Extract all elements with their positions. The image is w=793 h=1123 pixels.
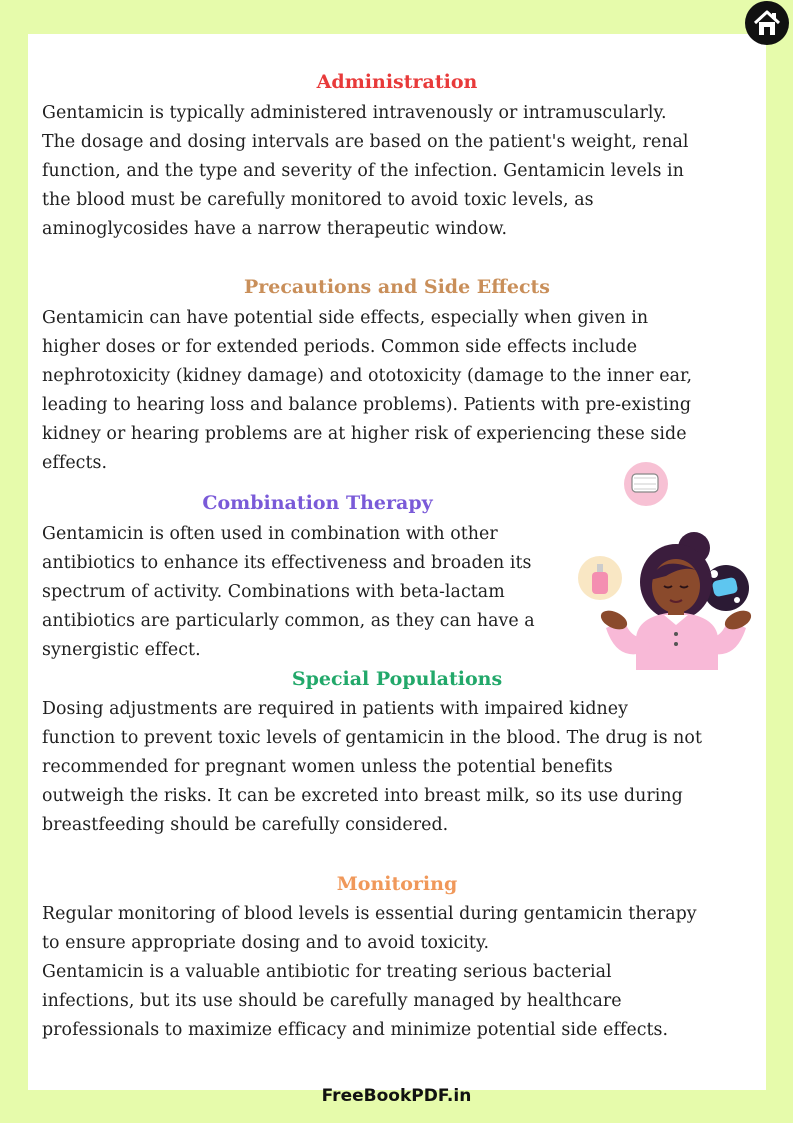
text-line: synergistic effect. <box>42 640 201 660</box>
text-line: nephrotoxicity (kidney damage) and ototoxicity (damage to the inner ear, <box>42 366 693 386</box>
text-line: effects. <box>42 453 108 473</box>
section-heading-administration: Administration <box>316 71 478 93</box>
text-line: to ensure appropriate dosing and to avoid toxicity. <box>42 933 490 953</box>
text-line: breastfeeding should be carefully considered. <box>42 815 449 835</box>
section-heading-special-populations: Special Populations <box>291 668 503 690</box>
text-line: antibiotics to enhance its effectiveness and broaden its <box>42 553 532 573</box>
text-line: kidney or hearing problems are at higher risk of experiencing these side <box>42 424 687 444</box>
footer-brand[interactable]: FreeBookPDF.in <box>321 1086 472 1106</box>
text-line: function, and the type and severity of the infection. Gentamicin levels in <box>42 161 684 181</box>
text-line: Gentamicin is typically administered intravenously or intramuscularly. <box>42 103 667 123</box>
text-line: leading to hearing loss and balance problems). Patients with pre-existing <box>42 395 692 415</box>
section-body-special-populations <box>42 695 760 840</box>
home-button[interactable] <box>745 1 789 45</box>
text-line: infections, but its use should be carefully managed by healthcare <box>42 991 622 1011</box>
text-line: recommended for pregnant women unless the potential benefits <box>42 757 613 777</box>
text-line: aminoglycosides have a narrow therapeutic window. <box>42 219 508 239</box>
section-body-precautions <box>42 304 760 478</box>
text-line: The dosage and dosing intervals are based on the patient's weight, renal <box>42 132 689 152</box>
text-line: higher doses or for extended periods. Common side effects include <box>42 337 638 357</box>
section-body-administration <box>42 99 760 244</box>
section-body-monitoring <box>42 900 760 1045</box>
document-page <box>28 34 766 1090</box>
woman-skincare-illustration <box>566 460 756 674</box>
text-line: spectrum of activity. Combinations with beta-lactam <box>42 582 505 602</box>
text-line: Gentamicin can have potential side effects, especially when given in <box>42 308 649 328</box>
text-line: function to prevent toxic levels of gentamicin in the blood. The drug is not <box>42 728 702 748</box>
section-heading-precautions: Precautions and Side Effects <box>243 276 551 298</box>
section-heading-monitoring: Monitoring <box>336 873 458 895</box>
text-line: professionals to maximize efficacy and minimize potential side effects. <box>42 1020 669 1040</box>
text-line: outweigh the risks. It can be excreted into breast milk, so its use during <box>42 786 683 806</box>
text-line: antibiotics are particularly common, as they can have a <box>42 611 535 631</box>
section-heading-combination: Combination Therapy <box>202 492 433 514</box>
text-line: Gentamicin is a valuable antibiotic for treating serious bacterial <box>42 962 612 982</box>
text-line: Gentamicin is often used in combination with other <box>42 524 498 544</box>
text-line: Dosing adjustments are required in patients with impaired kidney <box>42 699 629 719</box>
home-icon <box>751 7 783 39</box>
text-line: the blood must be carefully monitored to avoid toxic levels, as <box>42 190 594 210</box>
text-line: Regular monitoring of blood levels is essential during gentamicin therapy <box>42 904 697 924</box>
